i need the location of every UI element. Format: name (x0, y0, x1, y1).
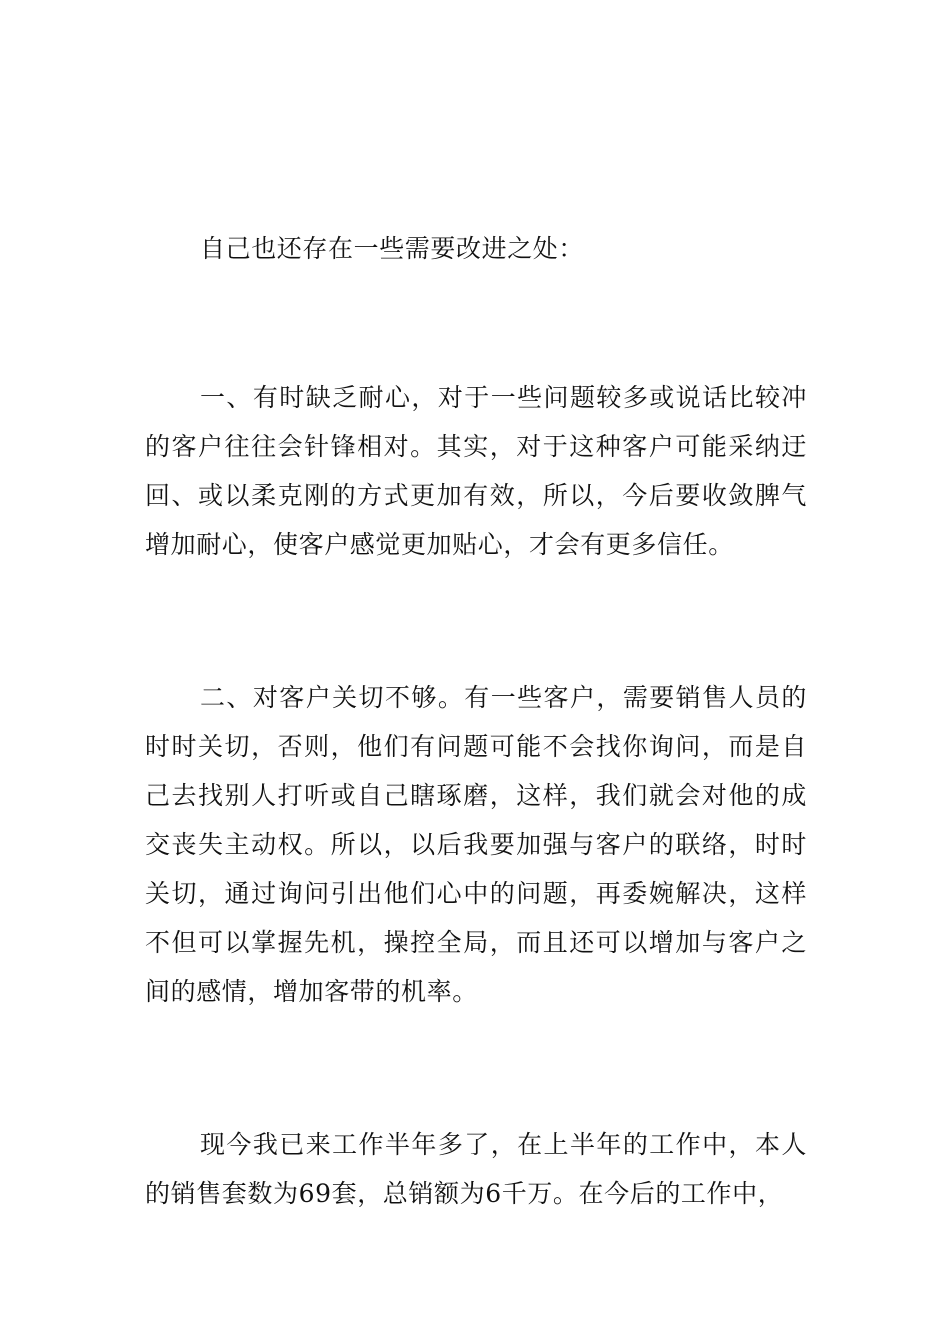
paragraph-improvement-patience: 一、有时缺乏耐心，对于一些问题较多或说话比较冲的客户往往会针锋相对。其实，对于这种客户可能采纳迂回、或以柔克刚的方式更加有效，所以，今后要收敛脾气增加耐心，使客户感觉更加贴心，才会有更多信任。 (145, 383, 807, 559)
paragraph-intro: 自己也还存在一些需要改进之处： (200, 234, 585, 263)
paragraph-improvement-customer-care: 二、对客户关切不够。有一些客户，需要销售人员的时时关切，否则，他们有问题可能不会找你询问，而是自己去找别人打听或自己瞎琢磨，这样，我们就会对他的成交丧失主动权。所以，以后我要加强与客户的联络，时时关切，通过询问引出他们心中的问题，再委婉解决，这样不但可以掌握先机，操控全局，而且还可以增加与客户之间的感情，增加客带的机率。 (145, 683, 807, 1006)
paragraph-work-summary: 现今我已来工作半年多了，在上半年的工作中，本人的销售套数为69套，总销额为6千万。在今后的工作中， (145, 1130, 807, 1208)
